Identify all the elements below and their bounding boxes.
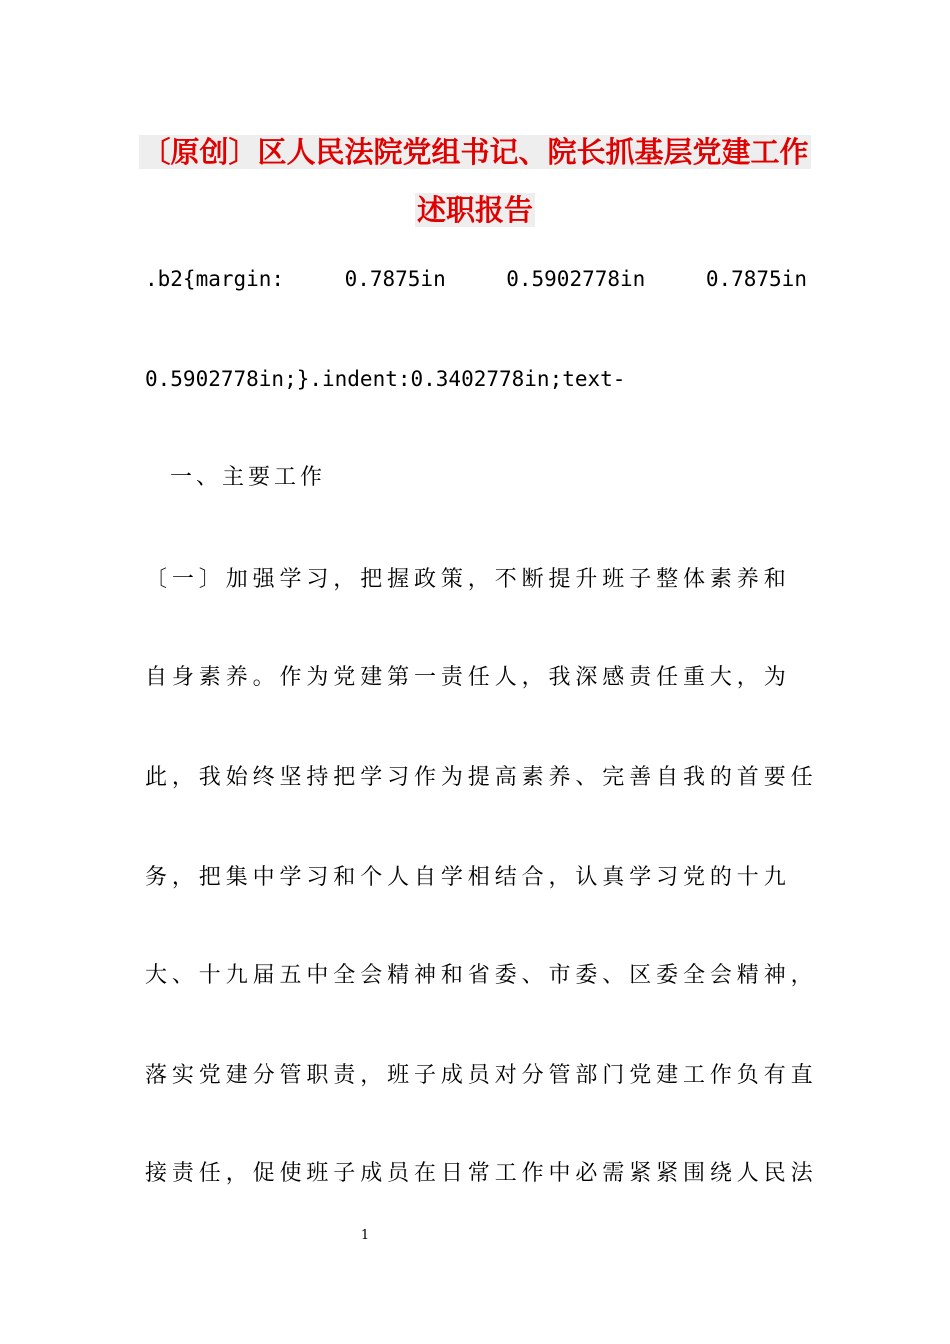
style-code-token: .b2{margin:: [145, 267, 285, 291]
style-code-token: 0.5902778in: [506, 267, 646, 291]
page-number: 1: [360, 1228, 370, 1243]
paragraph-line: 接责任，促使班子成员在日常工作中必需紧紧围绕人民法: [145, 1161, 818, 1186]
paragraph-line: 落实党建分管职责，班子成员对分管部门党建工作负有直: [145, 1063, 818, 1088]
paragraph-line: 〔一〕加强学习，把握政策，不断提升班子整体素养和: [145, 567, 791, 592]
style-code-line-1: [145, 264, 807, 294]
document-title-text-2: 述职报告: [416, 193, 533, 227]
document-title-line-2: [0, 190, 950, 230]
document-title-line-1: [0, 132, 950, 172]
style-code-token: 0.7875in: [705, 267, 807, 291]
section-heading: 一、主要工作: [170, 465, 327, 490]
paragraph-line: 务，把集中学习和个人自学相结合，认真学习党的十九: [145, 865, 791, 890]
style-code-line-2: 0.5902778in;}.indent:0.3402778in;text-: [145, 367, 626, 391]
paragraph-line: 此，我始终坚持把学习作为提高素养、完善自我的首要任: [145, 765, 818, 790]
paragraph-line: 大、十九届五中全会精神和省委、市委、区委全会精神，: [145, 963, 818, 988]
document-title-text-1: 〔原创〕区人民法院党组书记、院长抓基层党建工作: [141, 135, 809, 169]
style-code-token: 0.7875in: [344, 267, 446, 291]
paragraph-line: 自身素养。作为党建第一责任人，我深感责任重大，为: [145, 665, 791, 690]
